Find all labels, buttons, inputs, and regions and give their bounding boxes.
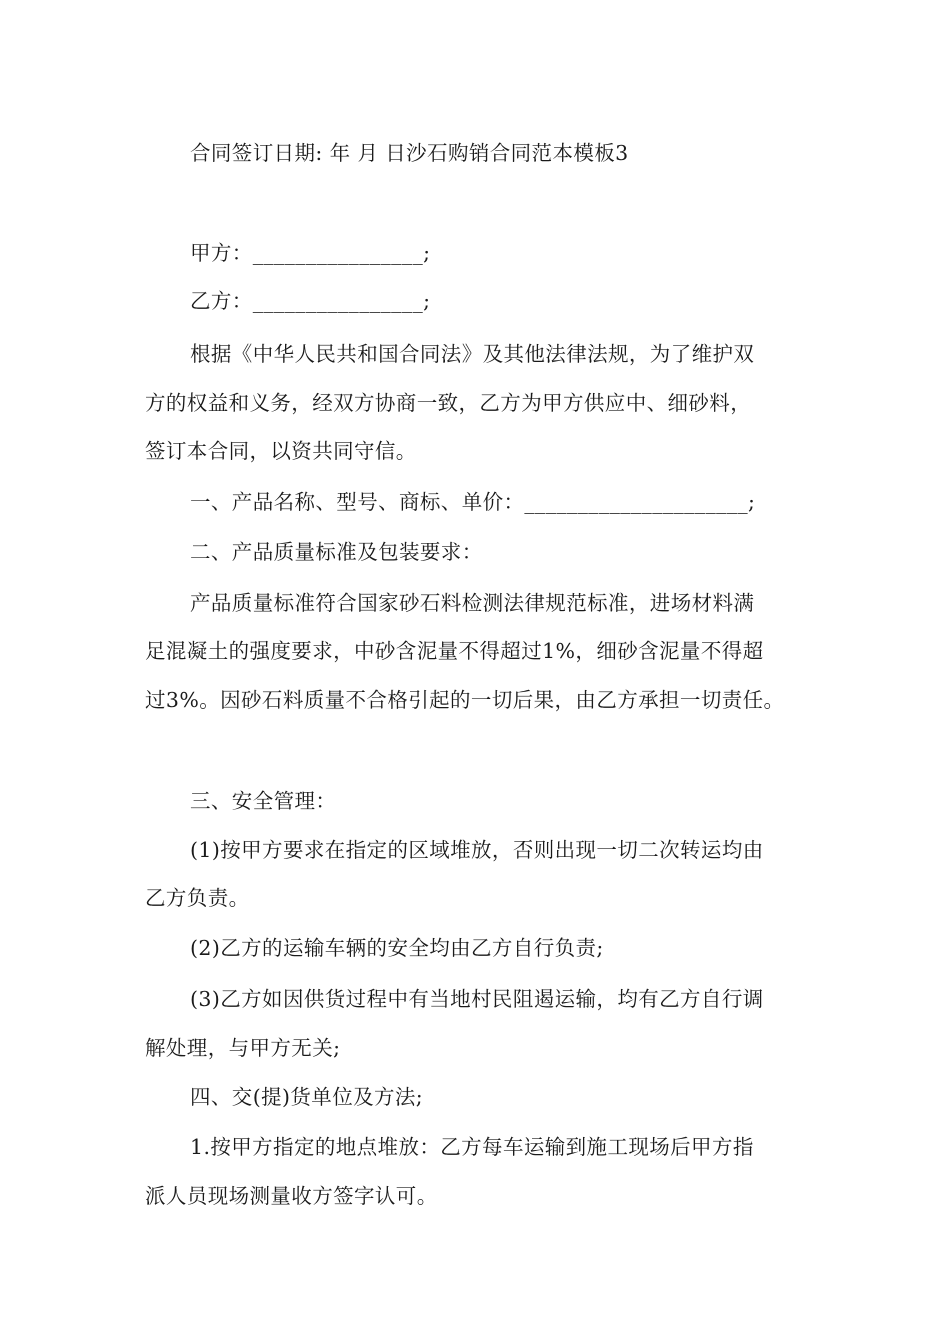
preamble-line-2: 方的权益和义务，经双方协商一致，乙方为甲方供应中、细砂料， xyxy=(145,391,752,415)
party-b-line: 乙方：________________; xyxy=(190,289,431,313)
section-1-heading: 一、产品名称、型号、商标、单价：_____________________; xyxy=(190,490,756,514)
delivery-item-1-line-1: 1.按甲方指定的地点堆放：乙方每车运输到施工现场后甲方指 xyxy=(190,1135,754,1159)
safety-item-1-line-2: 乙方负责。 xyxy=(145,886,250,910)
section-2-heading: 二、产品质量标准及包装要求： xyxy=(190,540,483,564)
delivery-item-1-line-2: 派人员现场测量收方签字认可。 xyxy=(145,1184,438,1208)
contract-date-title: 合同签订日期: 年 月 日沙石购销合同范本模板3 xyxy=(190,141,629,165)
preamble-line-3: 签订本合同，以资共同守信。 xyxy=(145,439,417,463)
quality-paragraph-line-1: 产品质量标准符合国家砂石料检测法律规范标准，进场材料满 xyxy=(190,591,755,615)
party-a-line: 甲方：________________; xyxy=(190,241,431,265)
safety-item-1-line-1: (1)按甲方要求在指定的区域堆放，否则出现一切二次转运均由 xyxy=(190,838,764,862)
safety-item-3-line-1: (3)乙方如因供货过程中有当地村民阻遏运输，均有乙方自行调 xyxy=(190,987,764,1011)
preamble-line-1: 根据《中华人民共和国合同法》及其他法律法规，为了维护双 xyxy=(190,342,755,366)
quality-paragraph-line-3: 过3%。因砂石料质量不合格引起的一切后果，由乙方承担一切责任。 xyxy=(145,688,785,712)
quality-paragraph-line-2: 足混凝土的强度要求，中砂含泥量不得超过1%，细砂含泥量不得超 xyxy=(145,639,764,663)
section-4-heading: 四、交(提)货单位及方法; xyxy=(190,1085,424,1109)
section-3-heading: 三、安全管理： xyxy=(190,789,337,813)
safety-item-3-line-2: 解处理，与甲方无关; xyxy=(145,1036,341,1060)
safety-item-2: (2)乙方的运输车辆的安全均由乙方自行负责; xyxy=(190,936,604,960)
